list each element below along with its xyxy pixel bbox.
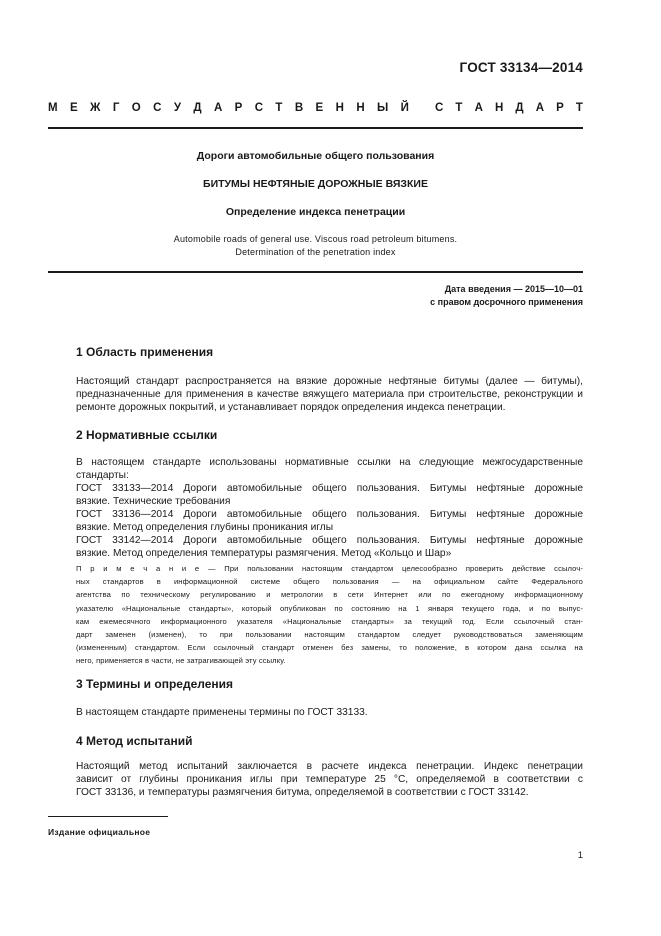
heading-letter: Н <box>335 102 344 114</box>
section-2-line: ГОСТ 33133—2014 Дороги автомобильные общего пользования. Битумы нефтяные дорожные <box>76 483 583 494</box>
title-bottom-rule <box>48 271 583 273</box>
section-1-line: Настоящий стандарт распространяется на вязкие дорожные нефтяные битумы (далее — битумы), <box>76 376 583 387</box>
section-1-body <box>76 375 583 414</box>
title-line-3: Определение индекса пенетрации <box>225 206 406 218</box>
section-4-line: ГОСТ 33136, и температуры размягчения битума, определяемой в соответствии с ГОСТ 33142. <box>76 787 529 798</box>
heading-letter: С <box>435 102 444 114</box>
section-1-heading: 1 Область применения <box>76 345 214 359</box>
page-number: 1 <box>577 850 583 861</box>
section-2-note <box>76 562 583 668</box>
heading-letter: Е <box>69 102 78 114</box>
official-edition-label: Издание официальное <box>48 827 151 837</box>
heading-letter: Н <box>494 102 504 114</box>
section-2-line: стандарты: <box>76 470 129 481</box>
heading-letter: А <box>535 102 545 114</box>
heading-letter: Ж <box>90 102 101 114</box>
heading-letter: Е <box>315 102 324 114</box>
heading-letter: Р <box>234 102 243 114</box>
title-line-1: Дороги автомобильные общего пользования <box>196 150 435 162</box>
heading-letter: Т <box>275 102 283 114</box>
heading-letter: В <box>294 102 304 114</box>
section-1-line: ремонте дорожных покрытий, и устанавливает порядок определения индекса пенетрации. <box>76 402 506 413</box>
heading-letter: Р <box>556 102 564 114</box>
heading-letter: Д <box>193 102 202 114</box>
note-line: ных стандартов в информационной системе общего пользования — на официальном сайте Федерального <box>76 577 583 587</box>
title-line-2: БИТУМЫ НЕФТЯНЫЕ ДОРОЖНЫЕ ВЯЗКИЕ <box>203 178 428 190</box>
note-line: (измененным) стандартом. Если ссылочный стандарт отменен без замены, то положение, в котором дана ссылка на <box>76 643 583 653</box>
standard-word-interstate <box>48 102 409 114</box>
section-2-line: вязкие. Метод определения температуры размягчения. Метод «Кольцо и Шар» <box>76 548 452 559</box>
section-2-line: вязкие. Технические требования <box>76 496 231 507</box>
gost-number: ГОСТ 33134—2014 <box>459 60 583 75</box>
footer-rule <box>48 816 168 817</box>
section-4-line: Настоящий метод испытаний заключается в расчете индекса пенетрации. Индекс пенетрации <box>76 761 583 772</box>
note-line: П р и м е ч а н и е — При пользовании настоящим стандартом целесообразно проверить действие ссылоч- <box>76 564 583 573</box>
english-title <box>48 233 583 259</box>
section-2-line: вязкие. Метод определения глубины проникания иглы <box>76 522 334 533</box>
heading-letter: А <box>474 102 483 114</box>
heading-letter: Ы <box>377 102 389 114</box>
heading-letter: Т <box>455 102 463 114</box>
section-2-line: ГОСТ 33136—2014 Дороги автомобильные общего пользования. Битумы нефтяные дорожные <box>76 509 583 520</box>
heading-letter: А <box>213 102 223 114</box>
note-line: агентства по техническому регулированию и метрологии в сети Интернет или по ежегодному информационному <box>76 590 583 600</box>
intro-date: Дата введения — 2015—10—01 <box>444 284 583 294</box>
section-4-body <box>76 760 583 799</box>
note-line: него, применяется в части, не затрагивающей эту ссылку. <box>76 656 286 666</box>
heading-letter: С <box>153 102 162 114</box>
section-2-line: ГОСТ 33142—2014 Дороги автомобильные общего пользования. Битумы нефтяные дорожные <box>76 535 583 546</box>
heading-letter: Й <box>400 102 409 114</box>
heading-letter: Т <box>575 102 583 114</box>
section-3-line: В настоящем стандарте применены термины по ГОСТ 33133. <box>76 707 368 718</box>
heading-letter: Н <box>356 102 365 114</box>
section-3-body <box>76 706 583 719</box>
section-2-line: В настоящем стандарте использованы нормативные ссылки на следующие межгосударственные <box>76 457 583 468</box>
section-2-heading: 2 Нормативные ссылки <box>76 428 218 442</box>
heading-letter: У <box>173 102 181 114</box>
note-line: кам ежемесячного информационного указателя «Национальные стандарты» за текущий год. Если ссылочный стан- <box>76 616 583 626</box>
standard-word-standard <box>435 102 583 114</box>
heading-letter: С <box>254 102 264 114</box>
heading-letter: М <box>48 102 58 114</box>
top-rule <box>48 127 583 129</box>
early-application-note: с правом досрочного применения <box>430 297 583 307</box>
section-2-body <box>76 456 583 560</box>
section-4-heading: 4 Метод испытаний <box>76 734 193 748</box>
heading-letter: Г <box>112 102 120 114</box>
section-1-line: предназначенные для применения в качестве вяжущего материала при строительстве, реконструкции и <box>76 389 583 400</box>
english-title-line-1: Automobile roads of general use. Viscous road petroleum bitumens. <box>173 234 458 244</box>
standard-type-heading <box>48 102 583 114</box>
note-line: дарт заменен (изменен), то при пользовании настоящим стандартом следует руководствоваться заменяющим <box>76 629 583 639</box>
english-title-line-2: Determination of the penetration index <box>235 247 396 257</box>
note-line: указателю «Национальные стандарты», который опубликован по состоянию на 1 января текущего года, и по выпус- <box>76 603 583 613</box>
section-4-line: зависит от глубины проникания иглы при температуре 25 °С, определяемой в соответствии с <box>76 774 583 785</box>
section-3-heading: 3 Термины и определения <box>76 677 234 691</box>
heading-letter: Д <box>515 102 524 114</box>
heading-letter: О <box>131 102 141 114</box>
